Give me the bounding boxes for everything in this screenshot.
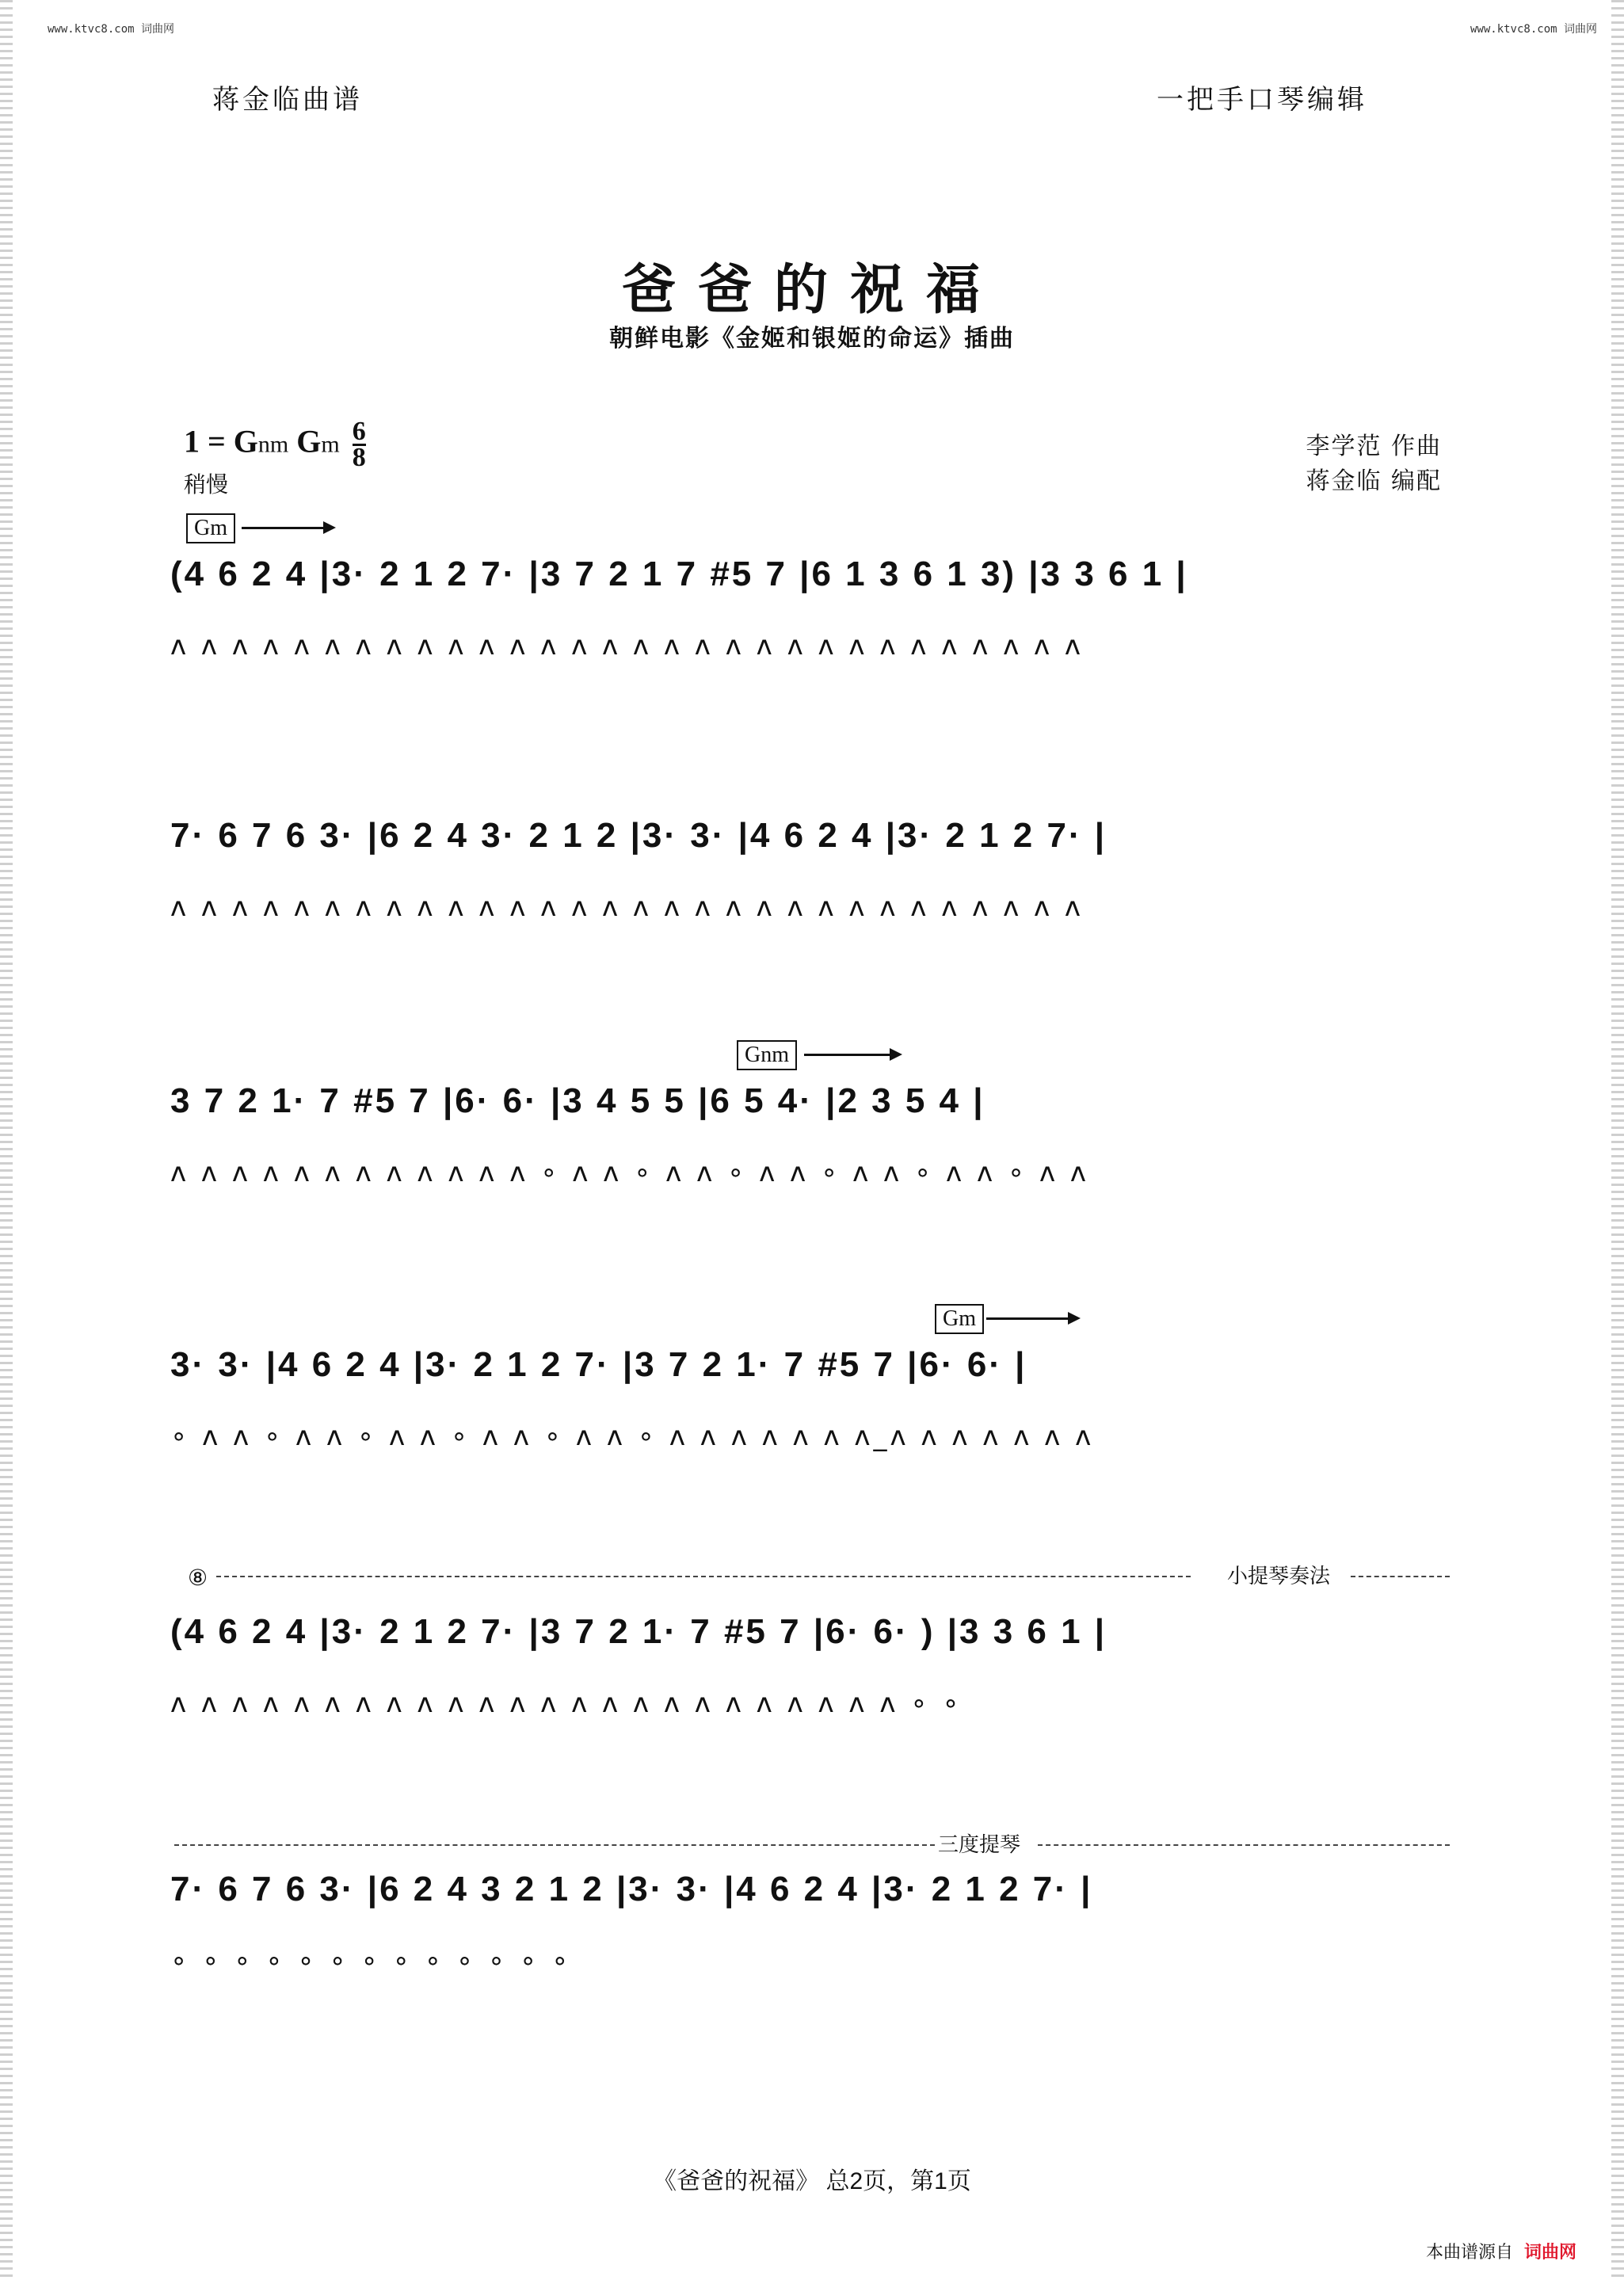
- technique-line-2: [1038, 1844, 1450, 1846]
- chord-arrow-1: [242, 527, 325, 529]
- arranger-credit: 蒋金临 编配: [1306, 467, 1442, 495]
- key-g2: G: [288, 423, 322, 459]
- header-left: 蒋金临曲谱: [212, 84, 363, 116]
- score-row-1: [170, 516, 1454, 705]
- page-footer: 《爸爸的祝福》 总2页，第1页: [653, 2168, 971, 2194]
- page-subtitle: 朝鲜电影《金姬和银姬的命运》插曲: [609, 325, 1015, 353]
- site-watermark-right: www.ktvc8.com 词曲网: [1470, 23, 1597, 36]
- technique-label-2: 三度提琴: [935, 1828, 1024, 1858]
- time-bottom: 8: [352, 443, 366, 472]
- score-row-2: [170, 808, 1454, 967]
- ottava-line: [216, 1576, 1191, 1577]
- time-signature: [352, 417, 366, 472]
- site-watermark-left: www.ktvc8.com 词曲网: [48, 23, 175, 36]
- key-m: m: [321, 431, 340, 458]
- chord-box-3: Gm: [935, 1304, 984, 1334]
- header-right: 一把手口琴编辑: [1157, 84, 1367, 116]
- score-row-6: [170, 1833, 1454, 2020]
- key-nm: nm: [257, 431, 289, 458]
- melody-line: 3 7 2 1· 7 #5 7 |6· 6· |3 4 5 5 |6 5 4· |2 3 5 4 |: [170, 1081, 985, 1120]
- chord-box-2: Gnm: [737, 1040, 797, 1070]
- accompaniment-line: ʌ ʌ ʌ ʌ ʌ ʌ ʌ ʌ ʌ ʌ ʌ ʌ ʌ ʌ ʌ ʌ ʌ ʌ ʌ ʌ ʌ ʌ ʌ ʌ ʌ ʌ ʌ ʌ ʌ ʌ: [170, 630, 1085, 662]
- accompaniment-line: ∘ ∘ ∘ ∘ ∘ ∘ ∘ ∘ ∘ ∘ ∘ ∘ ∘: [170, 1945, 572, 1977]
- technique-label-1: 小提琴奏法: [1224, 1560, 1333, 1589]
- chord-arrow-3: [986, 1317, 1069, 1320]
- accompaniment-line: ʌ ʌ ʌ ʌ ʌ ʌ ʌ ʌ ʌ ʌ ʌ ʌ ∘ ʌ ʌ ∘ ʌ ʌ ∘ ʌ ʌ ∘ ʌ ʌ ∘ ʌ ʌ ∘ ʌ ʌ: [170, 1157, 1090, 1188]
- melody-line: 7· 6 7 6 3· |6 2 4 3 2 1 2 |3· 3· |4 6 2 4 |3· 2 1 2 7· |: [170, 1870, 1093, 1908]
- technique-line-1: [1351, 1576, 1450, 1577]
- source-text: 本曲谱源自: [1425, 2243, 1513, 2263]
- source-credit: [1426, 2239, 1576, 2263]
- time-top: 6: [352, 417, 366, 446]
- melody-line: (4 6 2 4 |3· 2 1 2 7· |3 7 2 1 7 #5 7 |6 1 3 6 1 3) |3 3 6 1 |: [170, 555, 1188, 593]
- source-brand-link[interactable]: 词曲网: [1523, 2243, 1576, 2263]
- score-row-5: [170, 1565, 1454, 1763]
- chord-box-1: Gm: [186, 513, 235, 543]
- accompaniment-line: ʌ ʌ ʌ ʌ ʌ ʌ ʌ ʌ ʌ ʌ ʌ ʌ ʌ ʌ ʌ ʌ ʌ ʌ ʌ ʌ ʌ ʌ ʌ ʌ ʌ ʌ ʌ ʌ ʌ ʌ: [170, 891, 1085, 923]
- melody-line: 7· 6 7 6 3· |6 2 4 3· 2 1 2 |3· 3· |4 6 2 4 |3· 2 1 2 7· |: [170, 816, 1107, 855]
- key-prefix: 1 = G: [184, 423, 258, 459]
- ottava-marker: ⑧: [188, 1565, 208, 1591]
- composer-credit: 李学范 作曲: [1306, 433, 1442, 460]
- score-row-4: [170, 1306, 1454, 1496]
- accompaniment-line: ʌ ʌ ʌ ʌ ʌ ʌ ʌ ʌ ʌ ʌ ʌ ʌ ʌ ʌ ʌ ʌ ʌ ʌ ʌ ʌ ʌ ʌ ʌ ʌ ∘ ∘: [170, 1687, 963, 1719]
- key-signature: [184, 417, 366, 472]
- tempo-marking: 稍慢: [184, 471, 229, 498]
- page-title: 爸爸的祝福: [621, 258, 1002, 322]
- score-row-3: [170, 1043, 1454, 1232]
- chord-arrow-2: [804, 1054, 891, 1056]
- melody-line: (4 6 2 4 |3· 2 1 2 7· |3 7 2 1· 7 #5 7 |6· 6· ) |3 3 6 1 |: [170, 1612, 1107, 1651]
- accompaniment-line: ∘ ʌ ʌ ∘ ʌ ʌ ∘ ʌ ʌ ∘ ʌ ʌ ∘ ʌ ʌ ∘ ʌ ʌ ʌ ʌ ʌ ʌ ʌ_ʌ ʌ ʌ ʌ ʌ ʌ ʌ: [170, 1420, 1095, 1452]
- melody-line: 3· 3· |4 6 2 4 |3· 2 1 2 7· |3 7 2 1· 7 #5 7 |6· 6· |: [170, 1345, 1027, 1384]
- technique-line-1b: [174, 1844, 935, 1846]
